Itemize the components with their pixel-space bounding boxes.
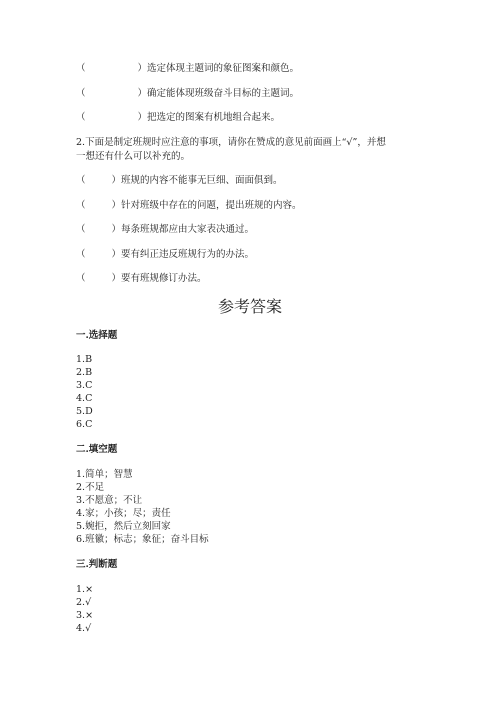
option-text: 把选定的图案有机地组合起来。	[147, 112, 281, 123]
open-paren: （	[76, 175, 86, 186]
open-paren: （	[76, 224, 86, 235]
section-title-fill-blank: 二.填空题	[76, 444, 118, 455]
answer-line: 1.B	[76, 354, 93, 365]
close-paren: ）	[111, 273, 122, 284]
answer-line: 2.√	[76, 597, 92, 608]
answer-line: 2.不足	[76, 482, 105, 493]
option-item	[76, 62, 299, 75]
option-text: 选定体现主题词的象征图案和颜色。	[147, 63, 300, 74]
q2-item-text: 针对班级中存在的问题，提出班规的内容。	[121, 200, 302, 211]
answer-line: 4.家；小孩；尽；责任	[76, 508, 171, 519]
close-paren: ）	[111, 249, 122, 260]
close-paren: ）	[137, 88, 148, 99]
close-paren: ）	[137, 63, 148, 74]
q2-item	[76, 248, 254, 261]
q2-item	[76, 174, 283, 187]
q2-item	[76, 223, 254, 236]
q2-item	[76, 272, 207, 285]
answer-line: 6.班徽；标志；象征；奋斗目标	[76, 534, 209, 545]
answer-line: 1.×	[76, 584, 94, 595]
open-paren: （	[76, 63, 86, 74]
open-paren: （	[76, 273, 86, 284]
close-paren: ）	[137, 112, 148, 123]
open-paren: （	[76, 249, 86, 260]
open-paren: （	[76, 88, 86, 99]
answer-line: 3.不愿意；不让	[76, 495, 143, 506]
close-paren: ）	[111, 175, 122, 186]
answer-line: 2.B	[76, 367, 93, 378]
q2-item-text: 要有纠正违反班规行为的办法。	[121, 249, 255, 260]
option-item	[76, 111, 280, 124]
answer-line: 5.婉拒，然后立刻回家	[76, 521, 171, 532]
answer-line: 3.×	[76, 610, 94, 621]
q2-item-text: 每条班规都应由大家表决通过。	[121, 224, 255, 235]
open-paren: （	[76, 112, 86, 123]
section-title-choice: 一.选择题	[76, 330, 118, 341]
answer-line: 4.√	[76, 623, 92, 634]
answer-line: 5.D	[76, 406, 93, 417]
answer-line: 1.简单；智慧	[76, 469, 133, 480]
q2-item	[76, 199, 302, 212]
answer-key-heading: 参考答案	[217, 297, 282, 316]
q2-item-text: 要有班规修订办法。	[121, 273, 207, 284]
answer-line: 3.C	[76, 380, 93, 391]
option-text: 确定能体现班级奋斗目标的主题词。	[147, 88, 300, 99]
close-paren: ）	[111, 224, 122, 235]
q2-item-text: 班规的内容不能事无巨细、面面俱到。	[121, 175, 283, 186]
question-2-line-1: 2.下面是制定班规时应注意的事项，请你在赞成的意见前面画上“√”，并想	[76, 137, 386, 148]
question-2-line-2: 一想还有什么可以补充的。	[76, 151, 191, 162]
section-title-judgment: 三.判断题	[76, 559, 118, 570]
close-paren: ）	[111, 200, 122, 211]
answer-line: 4.C	[76, 393, 93, 404]
option-item	[76, 87, 299, 100]
open-paren: （	[76, 200, 86, 211]
answer-line: 6.C	[76, 419, 93, 430]
